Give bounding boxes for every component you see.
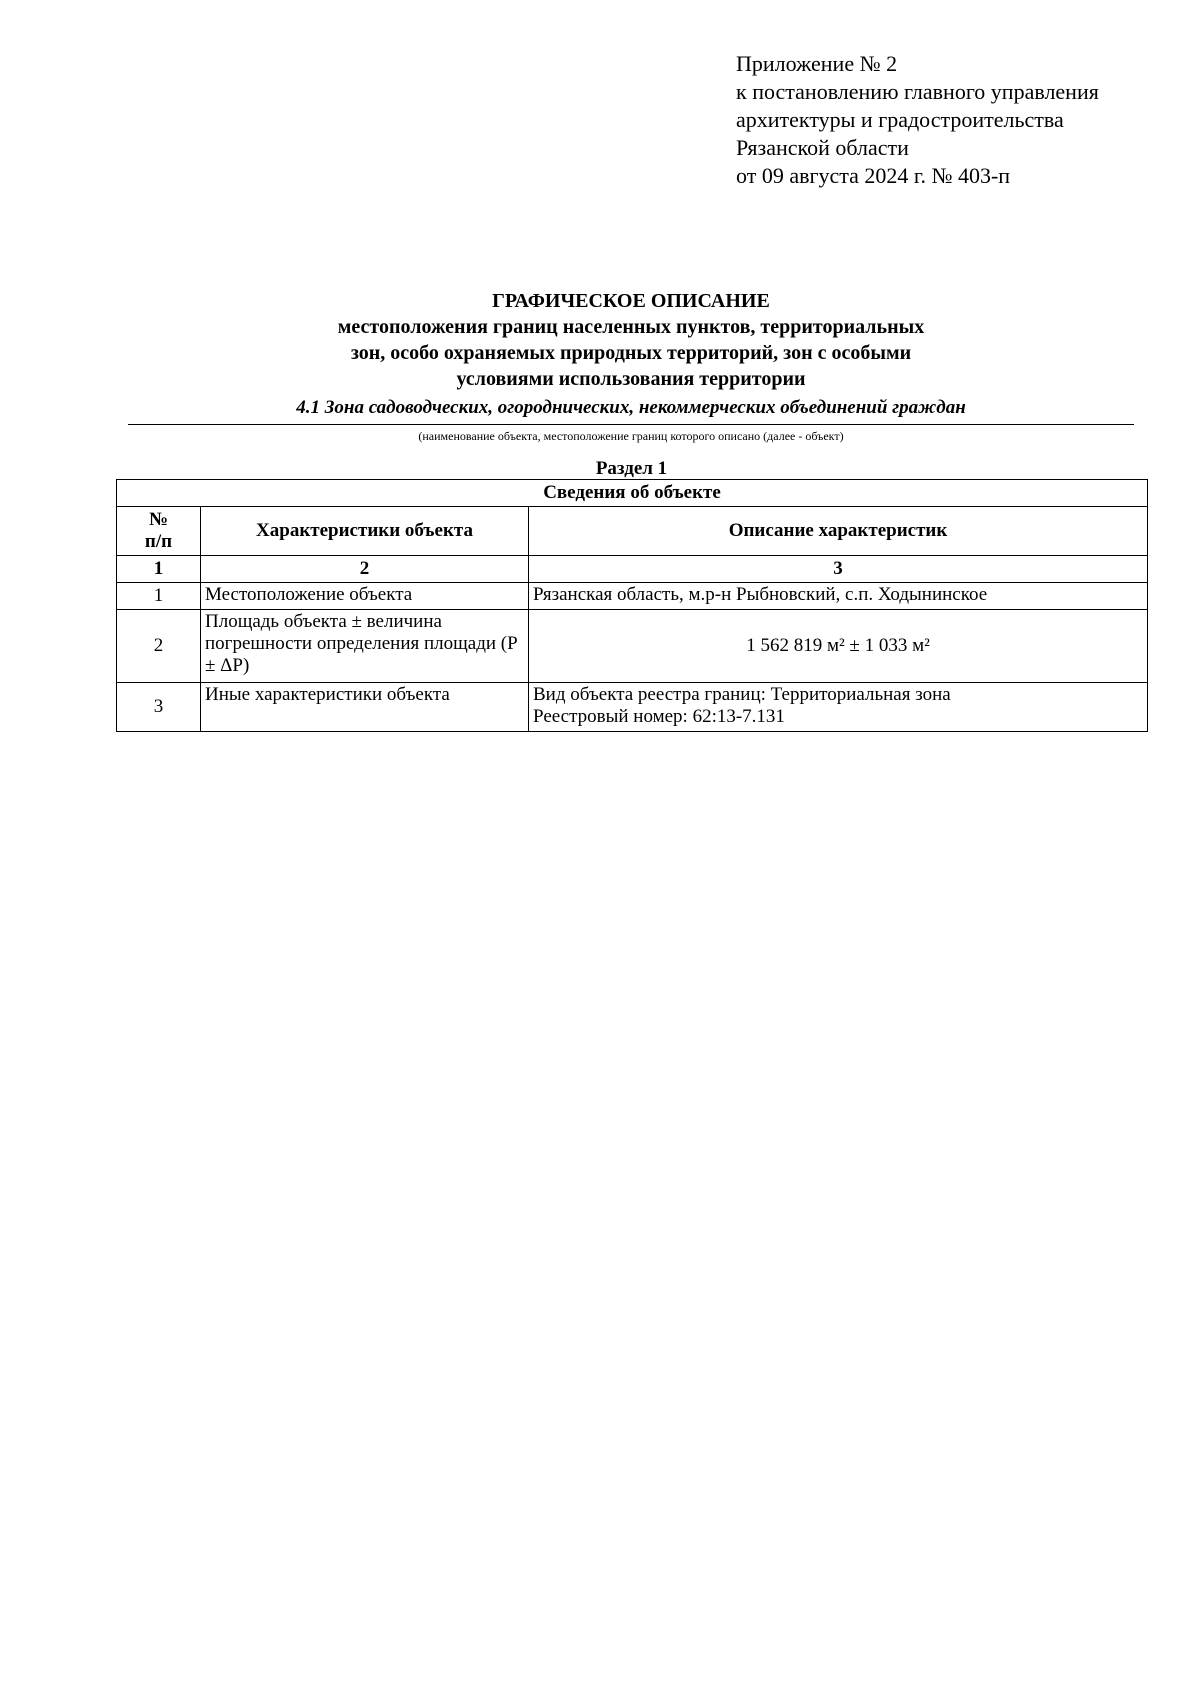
row-num: 1 xyxy=(117,583,201,610)
appendix-line: к постановлению главного управления xyxy=(736,79,1099,104)
document-title-main: ГРАФИЧЕСКОЕ ОПИСАНИЕ xyxy=(492,290,770,312)
appendix-line: от 09 августа 2024 г. № 403-п xyxy=(736,163,1011,188)
row-characteristic: Площадь объекта ± величина погрешности определения площади (P ± ΔP) xyxy=(201,610,529,683)
row-description-line: Реестровый номер: 62:13-7.131 xyxy=(533,706,785,727)
appendix-line: архитектуры и градостроительства xyxy=(736,107,1064,132)
header-description: Описание характеристик xyxy=(529,507,1148,556)
appendix-line: Рязанской области xyxy=(736,135,909,160)
header-num-line: п/п xyxy=(144,531,173,552)
document-title-line: местоположения границ населенных пунктов, территориальных xyxy=(337,316,925,338)
row-characteristic: Иные характеристики объекта xyxy=(201,683,529,732)
row-description-line: Вид объекта реестра границ: Территориальная зона xyxy=(533,684,951,705)
object-name-caption: (наименование объекта, местоположение границ которого описано (далее - объект) xyxy=(418,429,844,443)
row-num: 2 xyxy=(117,610,201,683)
object-info-table xyxy=(116,479,1148,732)
header-num xyxy=(117,507,201,556)
object-name-underline xyxy=(128,424,1134,425)
row-description: 1 562 819 м² ± 1 033 м² xyxy=(529,610,1148,683)
header-num-line: № xyxy=(148,509,169,530)
document-title-line: условиями использования территории xyxy=(456,368,806,390)
index-cell: 2 xyxy=(201,556,529,583)
table-row xyxy=(117,683,1148,732)
row-characteristic: Местоположение объекта xyxy=(201,583,529,610)
table-caption-row xyxy=(117,480,1148,507)
appendix-line: Приложение № 2 xyxy=(736,51,898,76)
table-row xyxy=(117,583,1148,610)
header-characteristic: Характеристики объекта xyxy=(201,507,529,556)
row-num: 3 xyxy=(117,683,201,732)
table-header-row xyxy=(117,507,1148,556)
table-row xyxy=(117,610,1148,683)
section-title: Раздел 1 xyxy=(595,458,668,479)
object-name: 4.1 Зона садоводческих, огороднических, некоммерческих объединений граждан xyxy=(296,397,966,418)
row-description: Рязанская область, м.р-н Рыбновский, с.п. Ходынинское xyxy=(529,583,1148,610)
table-index-row xyxy=(117,556,1148,583)
appendix-header xyxy=(736,50,1099,190)
row-description xyxy=(529,683,1148,732)
document-title-line: зон, особо охраняемых природных территорий, зон с особыми xyxy=(350,342,912,364)
document-title xyxy=(128,288,1134,392)
index-cell: 3 xyxy=(529,556,1148,583)
table-caption: Сведения об объекте xyxy=(117,480,1148,507)
index-cell: 1 xyxy=(117,556,201,583)
